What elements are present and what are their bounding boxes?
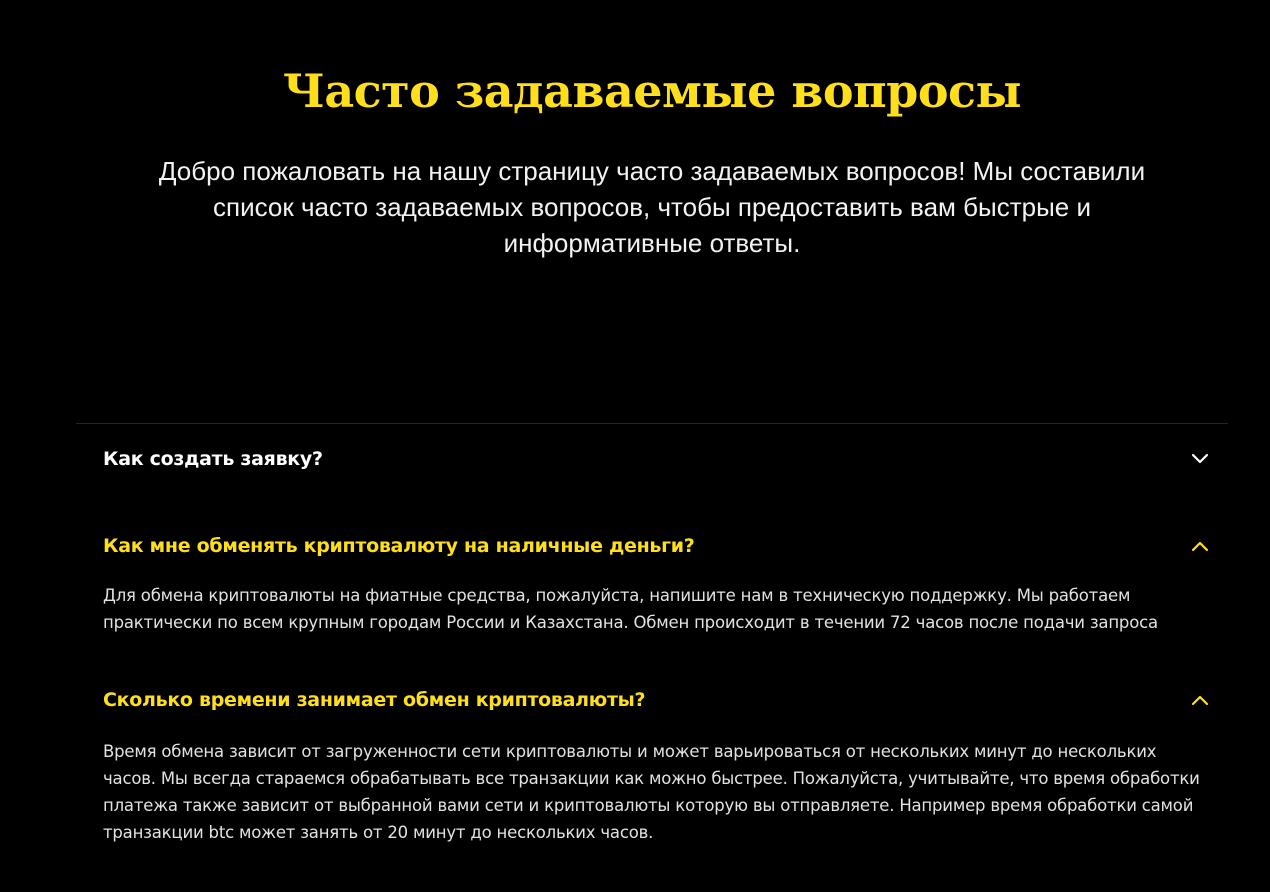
faq-question-text: Как создать заявку? xyxy=(103,448,323,470)
faq-question-text: Сколько времени занимает обмен криптовалюты? xyxy=(103,689,646,711)
chevron-up-icon[interactable] xyxy=(1189,689,1211,711)
chevron-up-icon[interactable] xyxy=(1189,535,1211,557)
faq-item xyxy=(76,425,1228,493)
faq-question-toggle[interactable] xyxy=(76,667,1228,733)
faq-question-text: Как мне обменять криптовалюту на наличные деньги? xyxy=(103,535,695,557)
faq-item xyxy=(76,512,1228,636)
intro-text: Добро пожаловать на нашу страницу часто задаваемых вопросов! Мы составили список часто задаваемых вопросов, чтобы предоставить вам быстрые и информативные ответы. xyxy=(158,156,1146,258)
faq-answer: Для обмена криптовалюты на фиатные средства, пожалуйста, напишите нам в техническую поддержку. Мы работаем практически по всем крупным городам России и Казахстана. Обмен происходит в течении 72 часов после подачи запроса xyxy=(103,586,1158,632)
chevron-down-icon[interactable] xyxy=(1189,448,1211,470)
faq-list xyxy=(76,423,1228,846)
faq-question-toggle[interactable] xyxy=(76,512,1228,580)
faq-answer: Время обмена зависит от загруженности сети криптовалюты и может варьироваться от нескольких минут до нескольких часов. Мы всегда стараемся обрабатывать все транзакции как можно быстрее. Пожалуйста, учитывайте, что время обработки платежа также зависит от выбранной вами сети и криптовалюты которую вы отправляете. Например время обработки самой транзакции btc может занять от 20 минут до нескольких часов. xyxy=(103,742,1200,842)
faq-item xyxy=(76,667,1228,846)
page-title: Часто задаваемые вопросы xyxy=(282,64,1022,118)
faq-question-toggle[interactable] xyxy=(76,425,1228,493)
